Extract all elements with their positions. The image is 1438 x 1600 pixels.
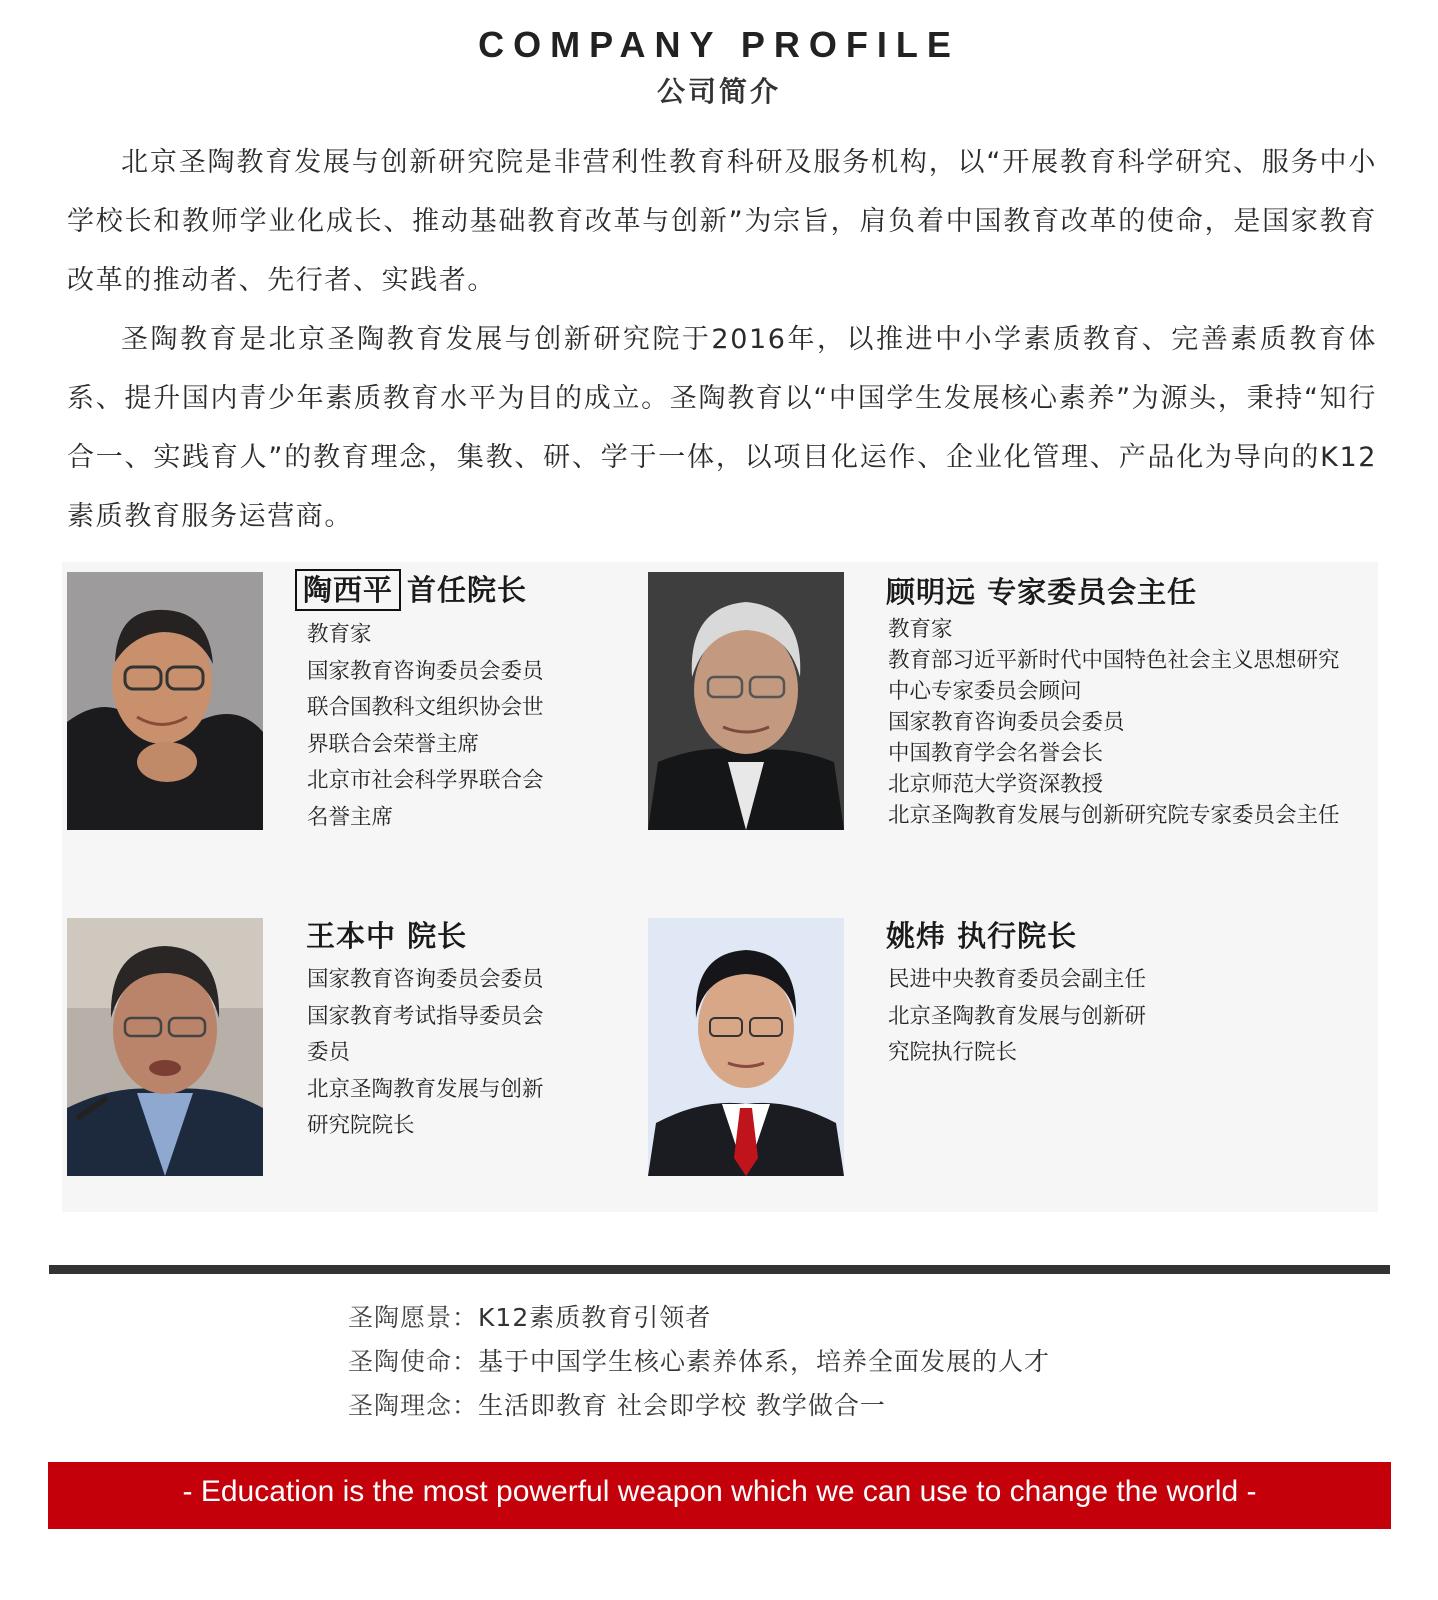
page-title-en: COMPANY PROFILE bbox=[478, 24, 960, 65]
person-desc-yao bbox=[888, 962, 1146, 1072]
person-role: 首任院长 bbox=[407, 573, 528, 607]
desc-line: 北京圣陶教育发展与创新研究院专家委员会主任 bbox=[888, 803, 1340, 828]
desc-line: 联合国教科文组织协会世 bbox=[307, 695, 544, 720]
mission-label: 圣陶愿景： bbox=[348, 1303, 479, 1332]
person-name: 姚炜 bbox=[886, 919, 947, 953]
desc-line: 委员 bbox=[307, 1040, 351, 1065]
desc-line: 中心专家委员会顾问 bbox=[888, 679, 1082, 704]
desc-line: 国家教育咨询委员会委员 bbox=[888, 710, 1125, 735]
person-name: 顾明远 bbox=[886, 575, 977, 609]
portrait-photo-tao bbox=[67, 572, 263, 830]
desc-line: 教育家 bbox=[307, 622, 372, 647]
desc-line: 北京师范大学资深教授 bbox=[888, 772, 1104, 797]
desc-line: 教育家 bbox=[888, 617, 953, 642]
desc-line: 国家教育考试指导委员会 bbox=[307, 1003, 544, 1029]
intro-paragraph-2: 圣陶教育是北京圣陶教育发展与创新研究院于2016年，以推进中小学素质教育、完善素质教育体系、提升国内青少年素质教育水平为目的成立。圣陶教育以“中国学生发展核心素养”为源头，秉持“知行合一、实践育人”的教育理念，集教、研、学于一体，以项目化运作、企业化管理、产品化为导向的K12素质教育服务运营商。 bbox=[67, 324, 1377, 532]
mission-value: K12素质教育引领者 bbox=[478, 1303, 712, 1332]
person-name: 王本中 bbox=[306, 919, 397, 953]
person-desc-wang bbox=[307, 962, 544, 1145]
person-role: 执行院长 bbox=[957, 919, 1078, 953]
desc-line: 北京市社会科学界联合会 bbox=[307, 768, 544, 793]
mission-row-philosophy bbox=[348, 1384, 1050, 1428]
desc-line: 国家教育咨询委员会委员 bbox=[307, 967, 544, 992]
person-name-yao bbox=[886, 914, 1077, 955]
page-title-cn: 公司简介 bbox=[656, 75, 781, 108]
mission-label: 圣陶理念： bbox=[348, 1391, 479, 1420]
portrait-photo-wang bbox=[67, 918, 263, 1176]
portrait-photo-yao bbox=[648, 918, 844, 1176]
intro-text bbox=[67, 133, 1377, 546]
desc-line: 研究院院长 bbox=[307, 1113, 415, 1138]
desc-line: 界联合会荣誉主席 bbox=[307, 731, 480, 757]
quote-text: - Education is the most powerful weapon which we can use to change the world - bbox=[182, 1475, 1257, 1508]
mission-value: 生活即教育 社会即学校 教学做合一 bbox=[478, 1391, 886, 1420]
person-role: 院长 bbox=[407, 919, 468, 953]
section-divider bbox=[49, 1265, 1390, 1274]
desc-line: 中国教育学会名誉会长 bbox=[888, 741, 1104, 766]
mission-row-mission bbox=[348, 1340, 1050, 1384]
desc-line: 民进中央教育委员会副主任 bbox=[888, 967, 1147, 992]
mission-statements bbox=[348, 1296, 1050, 1428]
desc-line: 北京圣陶教育发展与创新 bbox=[307, 1076, 544, 1102]
person-role: 专家委员会主任 bbox=[987, 575, 1198, 609]
desc-line: 究院执行院长 bbox=[888, 1040, 1018, 1065]
person-desc-gu bbox=[888, 614, 1340, 831]
desc-line: 教育部习近平新时代中国特色社会主义思想研究 bbox=[888, 648, 1340, 673]
mission-row-vision bbox=[348, 1296, 1050, 1340]
desc-line: 北京圣陶教育发展与创新研 bbox=[888, 1003, 1147, 1029]
person-desc-tao bbox=[307, 617, 544, 836]
person-name-gu bbox=[886, 570, 1197, 611]
desc-line: 名誉主席 bbox=[307, 804, 394, 830]
desc-line: 国家教育咨询委员会委员 bbox=[307, 658, 544, 684]
mission-value: 基于中国学生核心素养体系，培养全面发展的人才 bbox=[478, 1347, 1051, 1376]
leaders-panel bbox=[62, 562, 1378, 1212]
person-name-box: 陶西平 bbox=[295, 569, 401, 611]
intro-paragraph-1: 北京圣陶教育发展与创新研究院是非营利性教育科研及服务机构，以“开展教育科学研究、服务中小学校长和教师学业化成长、推动基础教育改革与创新”为宗旨，肩负着中国教育改革的使命，是国家教育改革的推动者、先行者、实践者。 bbox=[67, 147, 1377, 296]
mission-label: 圣陶使命： bbox=[348, 1347, 479, 1376]
person-name-wang bbox=[306, 914, 467, 955]
quote-banner bbox=[48, 1462, 1391, 1529]
portrait-photo-gu bbox=[648, 572, 844, 830]
person-name-tao bbox=[295, 568, 527, 611]
